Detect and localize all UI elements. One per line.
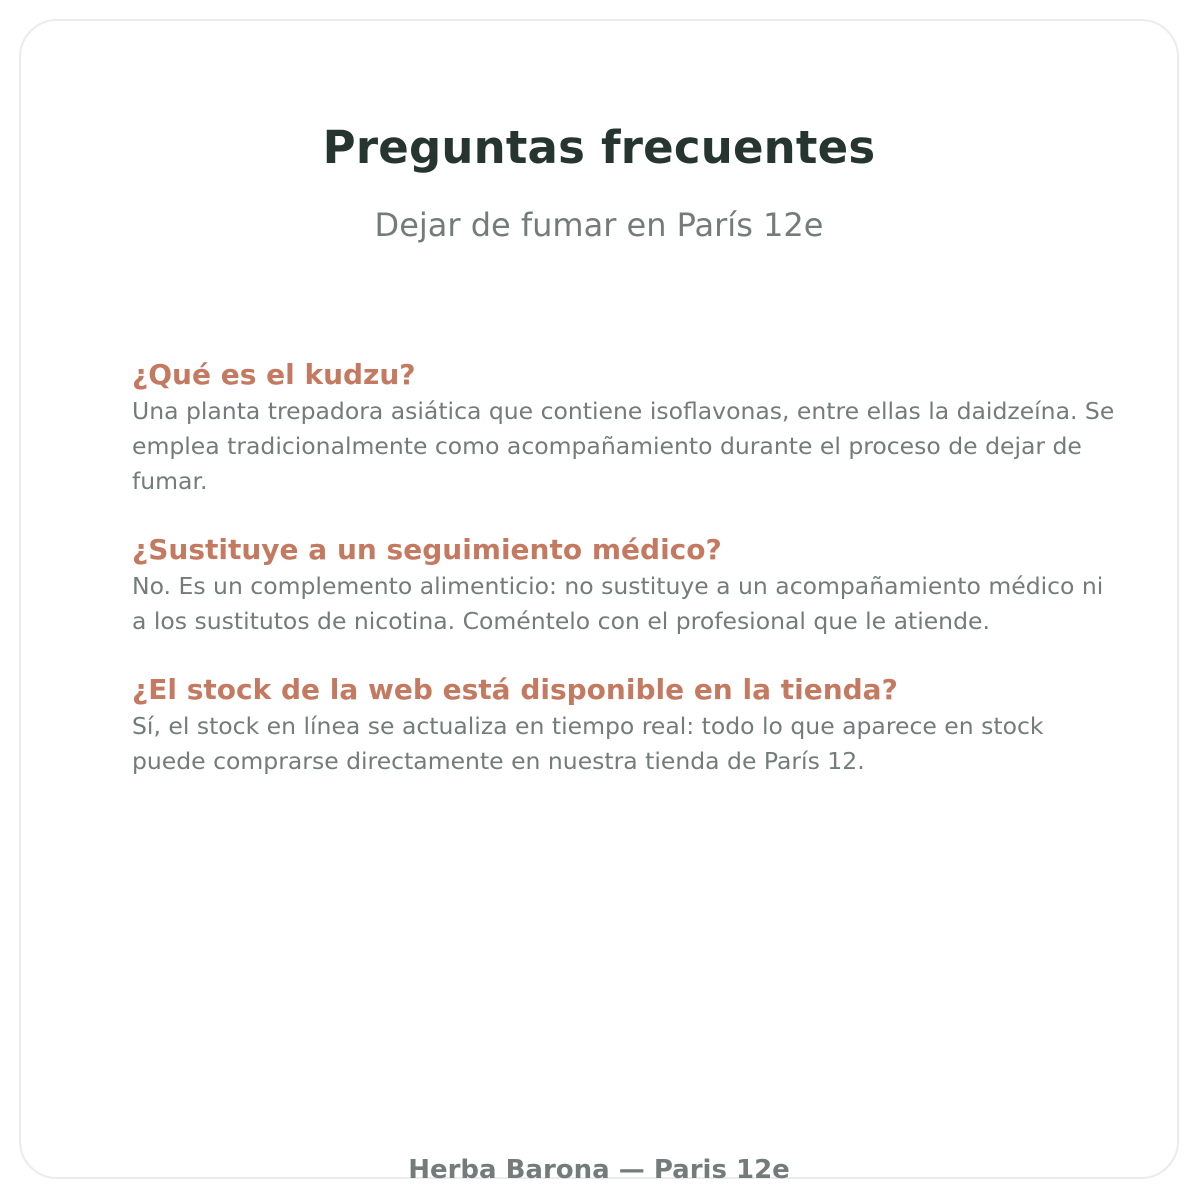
- faq-question: ¿Qué es el kudzu?: [132, 358, 416, 391]
- faq-item-medical: [132, 531, 1122, 639]
- faq-question: ¿Sustituye a un seguimiento médico?: [132, 533, 722, 566]
- faq-list: [132, 356, 1122, 811]
- faq-answer: No. Es un complemento alimenticio: no sustituye a un acompañamiento médico ni a los sustitutos de nicotina. Coméntelo con el profesional que le atiende.: [132, 572, 1104, 635]
- faq-answer: Sí, el stock en línea se actualiza en tiempo real: todo lo que aparece en stock puede comprarse directamente en nuestra tienda de París 12.: [132, 712, 1044, 775]
- faq-answer: Una planta trepadora asiática que contiene isoflavonas, entre ellas la daidzeína. Se emplea tradicionalmente como acompañamiento durante el proceso de dejar de fumar.: [132, 397, 1115, 495]
- faq-item-kudzu: [132, 356, 1122, 499]
- faq-card: [19, 19, 1179, 1185]
- page-subtitle: Dejar de fumar en París 12e: [374, 206, 824, 244]
- faq-question: ¿El stock de la web está disponible en la tienda?: [132, 673, 898, 706]
- page-title: Preguntas frecuentes: [322, 121, 876, 174]
- faq-item-stock: [132, 671, 1122, 779]
- footer-brand: Herba Barona — Paris 12e: [408, 1155, 790, 1185]
